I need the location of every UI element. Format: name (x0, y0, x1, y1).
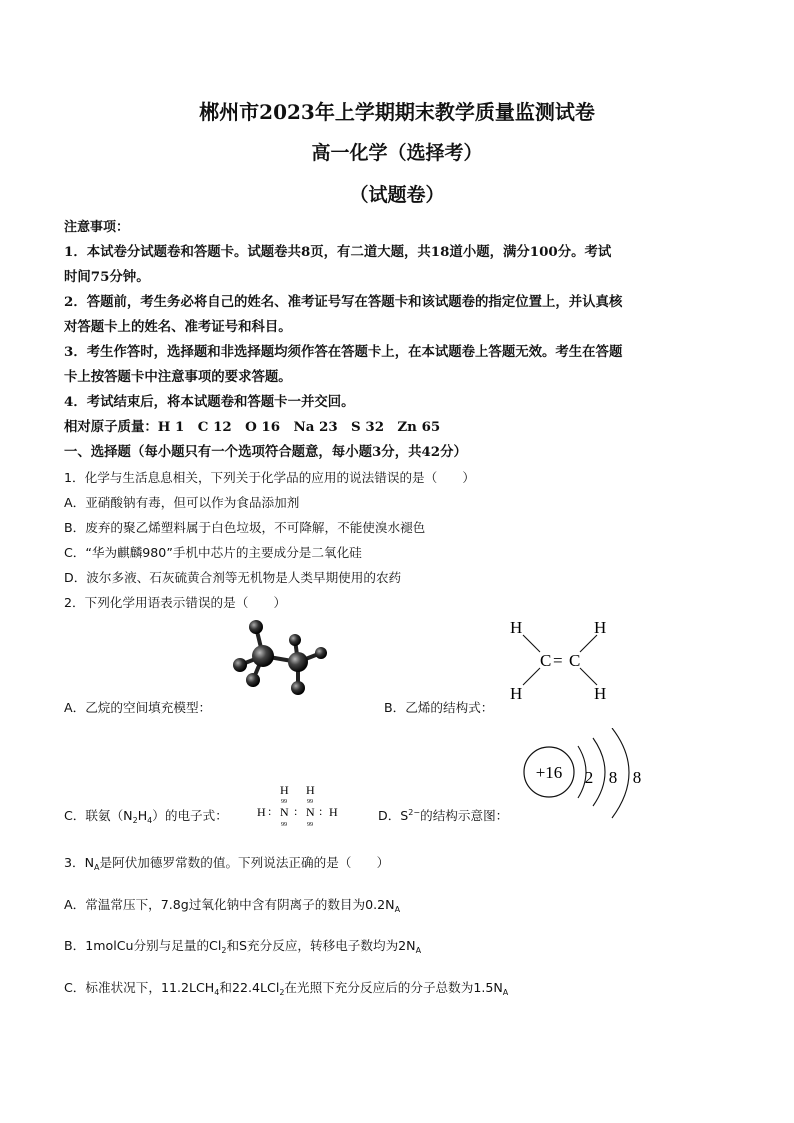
electron-shell-arc (593, 738, 605, 806)
atomic-mass-line: 相对原子质量：H 1 C 12 O 16 Na 23 S 32 Zn 65 (64, 419, 441, 435)
q2-option-c (64, 805, 228, 825)
ethylene-h-bottom-right: H (594, 684, 607, 703)
q3-option-b (64, 935, 421, 955)
q3-c-sub-2: 2 (279, 988, 285, 997)
q3-a-sub: A (394, 905, 401, 914)
shell-2-electrons: 8 (608, 768, 618, 787)
sulfide-ion-structure-diagram (518, 728, 668, 826)
exam-title: 郴州市2023年上学期期末教学质量监测试卷 (199, 100, 595, 124)
q2-d-prefix: D．S (378, 808, 409, 823)
q2-c-sub-1: 2 (132, 816, 138, 825)
shell-1-electrons: 2 (584, 768, 594, 787)
q3-b-sub-1: 2 (221, 946, 227, 955)
note-2-line-1: 2．答题前，考生务必将自己的姓名、准考证号写在答题卡和该试题卷的指定位置上，并认真核 (64, 294, 623, 310)
hydrazine-dots-2: 99 (307, 799, 313, 805)
q2-c-mid: H (137, 808, 148, 823)
ethylene-c-right: C (569, 651, 581, 670)
hydrogen-atom (246, 673, 260, 687)
q3-c-sub-3: A (502, 988, 509, 997)
hydrazine-n-2: N (306, 805, 315, 819)
hydrazine-n-1: N (280, 805, 289, 819)
q3-b-sub-2: A (415, 946, 422, 955)
q1-option-c: C．“华为麒麟980”手机中芯片的主要成分是二氧化硅 (64, 545, 362, 560)
ethylene-structural-formula (500, 613, 620, 705)
q2-c-suffix: ）的电子式： (152, 808, 228, 823)
q1-option-a: A．亚硝酸钠有毒，但可以作为食品添加剂 (64, 495, 300, 510)
hydrazine-dots-3: 99 (281, 822, 287, 828)
q2-c-sub-2: 4 (147, 816, 153, 825)
q3-option-a (64, 894, 400, 914)
q2-d-sup: 2− (408, 808, 421, 817)
q1-stem: 1．化学与生活息息相关，下列关于化学品的应用的说法错误的是（ ） (64, 470, 476, 485)
hydrazine-h-right: H (329, 805, 338, 819)
hydrazine-colon-2: : (294, 804, 298, 818)
note-1-line-2: 时间75分钟。 (64, 269, 150, 285)
q2-option-b: B．乙烯的结构式： (384, 700, 494, 715)
carbon-atom (288, 652, 308, 672)
q3-stem (64, 852, 389, 872)
hydrazine-h-left: H (257, 805, 266, 819)
ethylene-c-left: C (540, 651, 552, 670)
paper-type: （试题卷） (349, 184, 445, 206)
note-3-line-2: 卡上按答题卡中注意事项的要求答题。 (64, 369, 292, 385)
q1-option-d: D．波尔多液、石灰硫黄合剂等无机物是人类早期使用的农药 (64, 570, 402, 585)
ethylene-h-top-right: H (594, 618, 607, 637)
section-1-heading: 一、选择题（每小题只有一个选项符合题意，每小题3分，共42分） (64, 444, 467, 460)
q2-option-a: A．乙烷的空间填充模型： (64, 700, 212, 715)
q3-c-mid: 和22.4LCl (219, 980, 280, 995)
shell-3-electrons: 8 (632, 768, 642, 787)
q3-a-text: A．常温常压下，7.8g过氧化钠中含有阴离子的数目为0.2N (64, 897, 395, 912)
hydrogen-atom (289, 634, 301, 646)
note-4: 4．考试结束后，将本试题卷和答题卡一并交回。 (64, 394, 355, 410)
note-2-line-2: 对答题卡上的姓名、准考证号和科目。 (64, 319, 292, 335)
ethylene-h-bottom-left: H (510, 684, 523, 703)
q3-stem-suffix: 是阿伏加德罗常数的值。下列说法正确的是（ ） (99, 855, 390, 870)
hydrazine-dots-4: 99 (307, 822, 313, 828)
nucleus-charge: +16 (535, 763, 563, 782)
hydrogen-atom (315, 647, 327, 659)
hydrazine-h-top-2: H (306, 783, 315, 797)
q3-b-text: B．1molCu分别与足量的Cl (64, 938, 222, 953)
q3-c-sub-1: 4 (214, 988, 220, 997)
note-1-line-1: 1．本试卷分试题卷和答题卡。试题卷共8页，有二道大题，共18道小题，满分100分。考试 (64, 244, 612, 260)
q3-b-mid: 和S充分反应，转移电子数均为2N (226, 938, 416, 953)
q3-stem-prefix: 3．N (64, 855, 95, 870)
q1-option-b: B．废弃的聚乙烯塑料属于白色垃圾，不可降解，不能使溴水褪色 (64, 520, 426, 535)
q2-d-suffix: 的结构示意图： (420, 808, 509, 823)
ethane-space-filling-model (226, 618, 336, 700)
hydrogen-atom (233, 658, 247, 672)
q3-option-c (64, 977, 508, 997)
carbon-atom (252, 645, 274, 667)
ethylene-h-top-left: H (510, 618, 523, 637)
hydrazine-colon-3: : (319, 804, 323, 818)
note-3-line-1: 3．考生作答时，选择题和非选择题均须作答在答题卡上，在本试题卷上答题无效。考生在答题 (64, 344, 623, 360)
ethylene-double-bond: = (553, 651, 563, 670)
exam-subtitle: 高一化学（选择考） (311, 142, 483, 164)
hydrogen-atom (291, 681, 305, 695)
q2-option-d (378, 805, 508, 824)
hydrazine-dots-1: 99 (281, 799, 287, 805)
hydrazine-h-top-1: H (280, 783, 289, 797)
q3-stem-sub: A (94, 863, 100, 872)
q3-c-text: C．标准状况下，11.2LCH (64, 980, 215, 995)
hydrazine-colon-1: : (268, 804, 272, 818)
hydrogen-atom (249, 620, 263, 634)
q3-c-mid-2: 在光照下充分反应后的分子总数为1.5N (284, 980, 503, 995)
q2-c-prefix: C．联氨（N (64, 808, 133, 823)
hydrazine-electron-formula (256, 780, 348, 830)
notes-heading: 注意事项： (64, 220, 130, 235)
q2-stem: 2．下列化学用语表示错误的是（ ） (64, 595, 287, 610)
